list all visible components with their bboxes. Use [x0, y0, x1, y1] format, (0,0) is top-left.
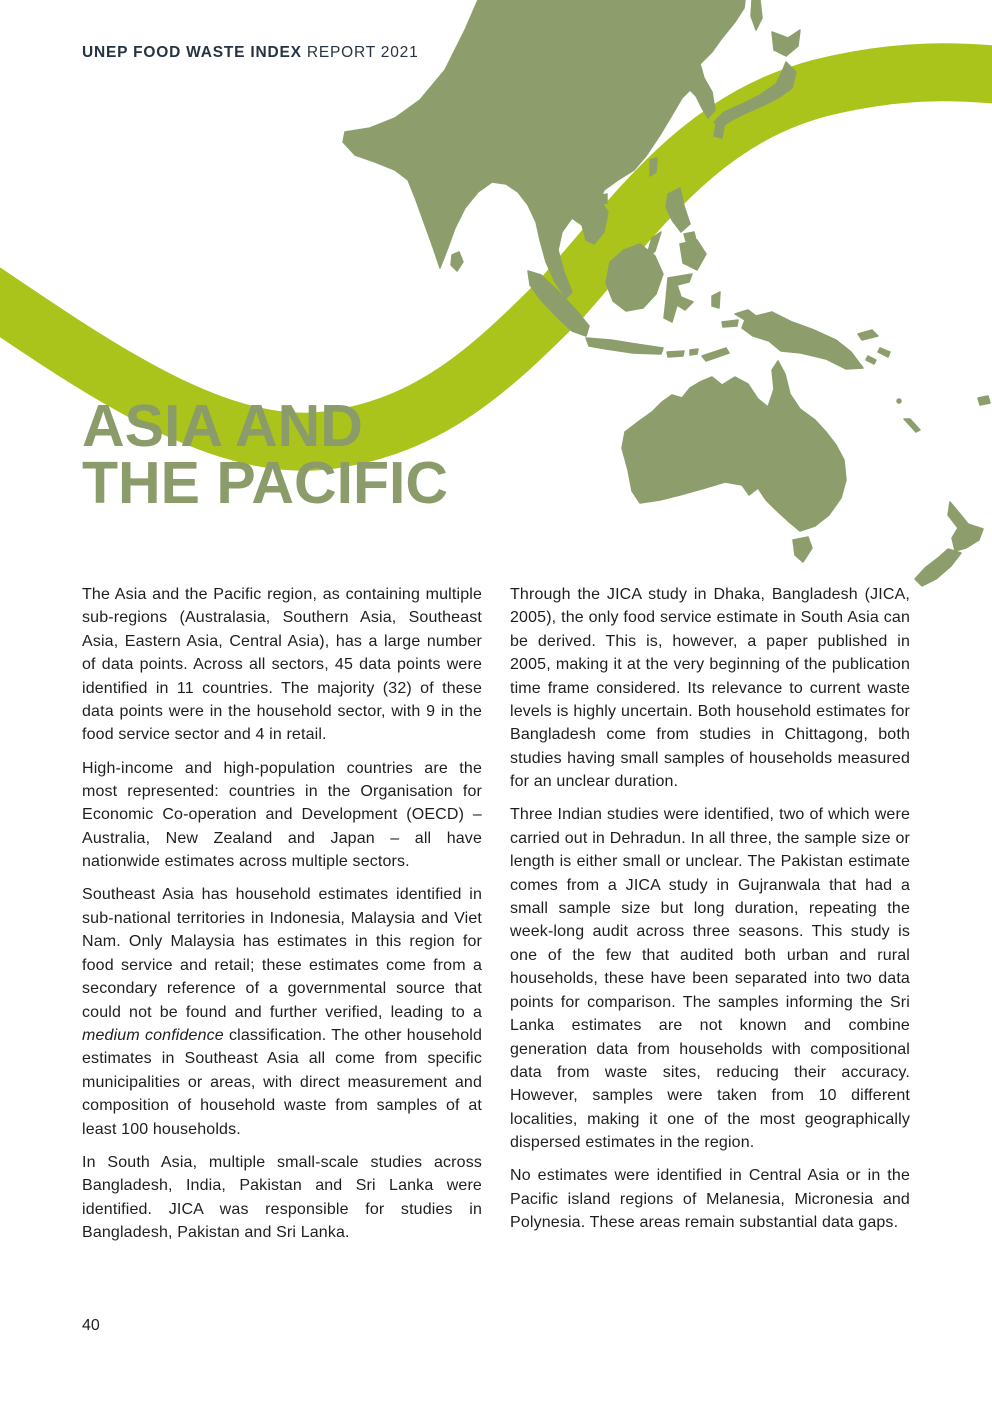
mindanao-island [680, 240, 706, 270]
fiji-island [978, 396, 990, 405]
sakhalin-island [751, 0, 762, 30]
new-guinea-island [735, 310, 863, 369]
new-britain-island [858, 330, 878, 340]
section-title-line-1: ASIA AND [82, 393, 363, 459]
report-header [82, 44, 419, 62]
halmahera-island [712, 292, 720, 308]
page-number: 40 [82, 1317, 100, 1334]
paragraph: The Asia and the Pacific region, as containing multiple sub-regions (Australasia, Southern Asia, Southeast Asia, Eastern Asia, Central Asia), has a large number of data points. Across all sectors, 45 data points were identified in 11 countries. The majority (32) of these data points were in the household sector, with 9 in the food service sector and 4 in retail. [82, 586, 482, 744]
vanuatu-island [897, 399, 901, 403]
solomon-island [866, 356, 876, 364]
sulawesi-island [664, 274, 693, 322]
paragraph: Three Indian studies were identified, two of which were carried out in Dehradun. In all three, the sample size or length is either small or unclear. The Pakistan estimate comes from a JICA study in Gujranwala that had a small sample size but long duration, repeating the week-long audit across three seasons. This study is one of the few that audited both urban and rural households, these have been separated into two data points for comparison. The samples informing the Sri Lanka estimates are not known and combine generation data from households with compositional data from waste sites, reducing their accuracy. However, samples were taken from 10 different localities, making it one of the most geographically dispersed estimates in the region. [510, 806, 910, 1152]
emphasis-text: medium confidence [82, 1026, 224, 1044]
new-zealand-south-island [915, 549, 961, 586]
paragraph: High-income and high-population countries are the most represented: countries in the Organisation for Economic Co-operation and Development (OECD) – Australia, New Zealand and Japan – all have nationwide estimates across multiple sectors. [82, 759, 482, 871]
kyushu-island [714, 124, 724, 138]
hokkaido-island [772, 30, 800, 56]
solomon-island [878, 348, 890, 357]
lesser-sunda-island [690, 349, 698, 355]
paragraph-text: classification. The other household estimates in Southeast Asia all come from specific municipalities or areas, with direct measurement and composition of household waste from samples of at least 100 households. [82, 1026, 482, 1138]
report-series-name: UNEP FOOD WASTE INDEX [82, 44, 302, 61]
lesser-sunda-island [667, 351, 684, 357]
new-zealand-north-island [948, 502, 983, 551]
paragraph: No estimates were identified in Central Asia or in the Pacific island regions of Melanesia, Micronesia and Polynesia. These areas remain substantial data gaps. [510, 1167, 910, 1232]
section-title [82, 393, 449, 516]
report-edition: REPORT 2021 [306, 44, 419, 61]
new-caledonia-island [904, 419, 920, 432]
tasmania-island [793, 537, 812, 562]
left-column [82, 583, 482, 1254]
java-island [586, 338, 663, 354]
timor-island [702, 348, 729, 361]
paragraph: Through the JICA study in Dhaka, Bangladesh (JICA, 2005), the only food service estimate in South Asia can be derived. This is, however, a paper published in 2005, making it at the very beginning of the publication time frame considered. Its relevance to current waste levels is highly uncertain. Both household estimates for Bangladesh come from studies in Chittagong, both studies having small samples of households measured for an unclear duration. [510, 586, 910, 791]
seram-island [722, 320, 738, 327]
right-column [510, 583, 910, 1244]
australia-landmass [622, 361, 846, 531]
sri-lanka-island [451, 252, 463, 271]
section-title-line-2: THE PACIFIC [82, 450, 449, 516]
visayas-islands [684, 232, 696, 241]
paragraph: In South Asia, multiple small-scale studies across Bangladesh, India, Pakistan and Sri Lanka were identified. JICA was responsible for studies in Bangladesh, Pakistan and Sri Lanka. [82, 1153, 482, 1241]
paragraph-text: Southeast Asia has household estimates identified in sub-national territories in Indonesia, Malaysia and Viet Nam. Only Malaysia has estimates in this region for food service and retail; these estimates come from a secondary reference of a governmental source that could not be found and further verified, leading to a [82, 886, 482, 1021]
hainan-island [597, 194, 607, 205]
paragraph [82, 883, 482, 1140]
